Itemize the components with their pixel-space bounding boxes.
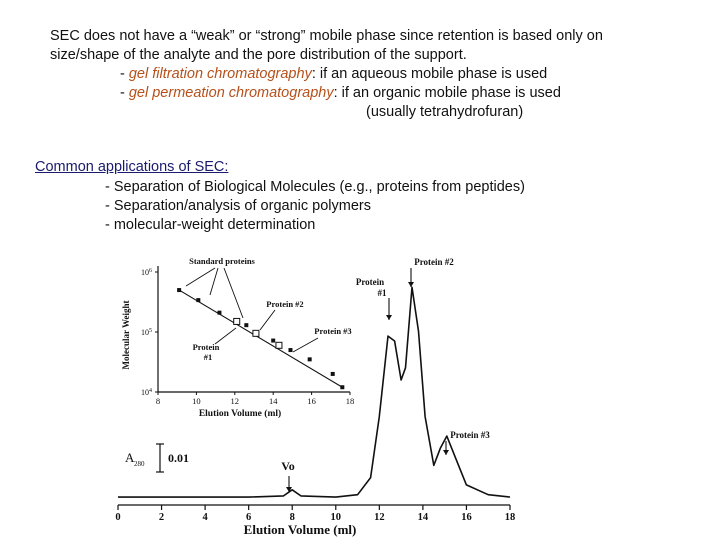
inset-calibration-plot (121, 256, 354, 419)
gel-permeation-dash: - (120, 85, 129, 101)
main-x-axis (115, 505, 515, 537)
absorbance-subscript: 280 (134, 460, 145, 468)
inset-protein-1-pointer (215, 328, 236, 344)
vo-label: Vo (281, 459, 295, 473)
standard-proteins-pointer (224, 268, 243, 318)
inset-x-tick-label: 10 (192, 396, 201, 406)
main-x-tick-label: 8 (289, 512, 295, 523)
standard-protein-point (271, 339, 275, 343)
inset-x-tick-label: 8 (155, 396, 161, 406)
inset-protein-1-label-b: #1 (203, 352, 213, 362)
application-item-1: - Separation of Biological Molecules (e.g., proteins from peptides) (105, 179, 525, 195)
standard-protein-point (196, 298, 200, 302)
inset-y-tick-label: $10^6$ (141, 268, 152, 277)
main-x-axis-label: Elution Volume (ml) (243, 522, 357, 537)
inset-y-tick-label: $10^4$ (141, 388, 152, 397)
main-x-tick-label: 16 (461, 512, 472, 523)
sample-protein-point (253, 330, 259, 336)
main-annotations (125, 257, 490, 492)
standard-protein-point (177, 288, 181, 292)
main-x-tick-label: 14 (417, 512, 429, 523)
inset-x-tick-label: 16 (307, 396, 316, 406)
inset-protein-1-label-a: Protein (192, 342, 220, 352)
protein-2-label: Protein #2 (414, 257, 454, 267)
gel-permeation-term: gel permeation chromatography (128, 85, 334, 101)
application-item-2: - Separation/analysis of organic polymers (105, 198, 371, 214)
inset-x-tick-label: 12 (230, 396, 240, 406)
inset-x-tick-label: 18 (345, 396, 355, 406)
standard-proteins-pointer (186, 268, 215, 286)
standard-proteins-label: Standard proteins (189, 256, 255, 266)
inset-x-axis-label: Elution Volume (ml) (198, 409, 282, 419)
standard-protein-point (308, 357, 312, 361)
standard-protein-point (331, 372, 335, 376)
standard-protein-point (340, 385, 344, 389)
absorbance-symbol: A (125, 450, 135, 465)
sample-protein-point (234, 318, 240, 324)
gel-filtration-dash: - (120, 66, 129, 82)
sample-protein-point (276, 342, 282, 348)
intro-line-2: size/shape of the analyte and the pore distribution of the support. (50, 47, 467, 63)
standard-protein-point (217, 311, 221, 315)
inset-protein-2-pointer (260, 310, 275, 330)
inset-x-tick-label: 14 (268, 396, 278, 406)
protein-1-label-a: Protein (355, 277, 385, 287)
gel-permeation-desc: : if an organic mobile phase is used (333, 85, 561, 101)
protein-1-label-b: #1 (377, 288, 387, 298)
protein-3-arrow-head (443, 450, 449, 455)
main-x-tick-label: 0 (115, 512, 121, 523)
standard-protein-point (288, 348, 292, 352)
protein-3-label: Protein #3 (450, 430, 490, 440)
standard-protein-point (244, 323, 248, 327)
standard-proteins-pointer (210, 268, 218, 295)
application-item-3: - molecular-weight determination (105, 217, 316, 233)
main-x-tick-label: 4 (202, 512, 208, 523)
main-x-tick-label: 12 (374, 512, 385, 523)
inset-y-tick-label: $10^5$ (141, 328, 152, 337)
main-x-tick-label: 2 (158, 512, 165, 523)
inset-protein-3-pointer (293, 338, 318, 352)
main-x-tick-label: 18 (504, 512, 516, 523)
intro-line-1: SEC does not have a “weak” or “strong” mobile phase since retention is based only on (50, 28, 603, 44)
main-x-tick-label: 10 (330, 512, 342, 523)
gel-filtration-term: gel filtration chromatography (128, 66, 312, 82)
protein-2-arrow-head (408, 282, 414, 287)
inset-y-axis-label: Molecular Weight (121, 300, 131, 370)
applications-heading: Common applications of SEC: (35, 159, 229, 175)
main-x-tick-label: 6 (246, 512, 252, 523)
protein-1-arrow-head (386, 315, 392, 320)
gel-permeation-note: (usually tetrahydrofuran) (366, 104, 524, 120)
inset-protein-3-label: Protein #3 (314, 326, 352, 336)
calibration-fit-line (179, 290, 342, 387)
scale-bar-label: 0.01 (168, 451, 189, 465)
gel-filtration-desc: : if an aqueous mobile phase is used (311, 66, 548, 82)
inset-protein-2-label: Protein #2 (266, 299, 304, 309)
